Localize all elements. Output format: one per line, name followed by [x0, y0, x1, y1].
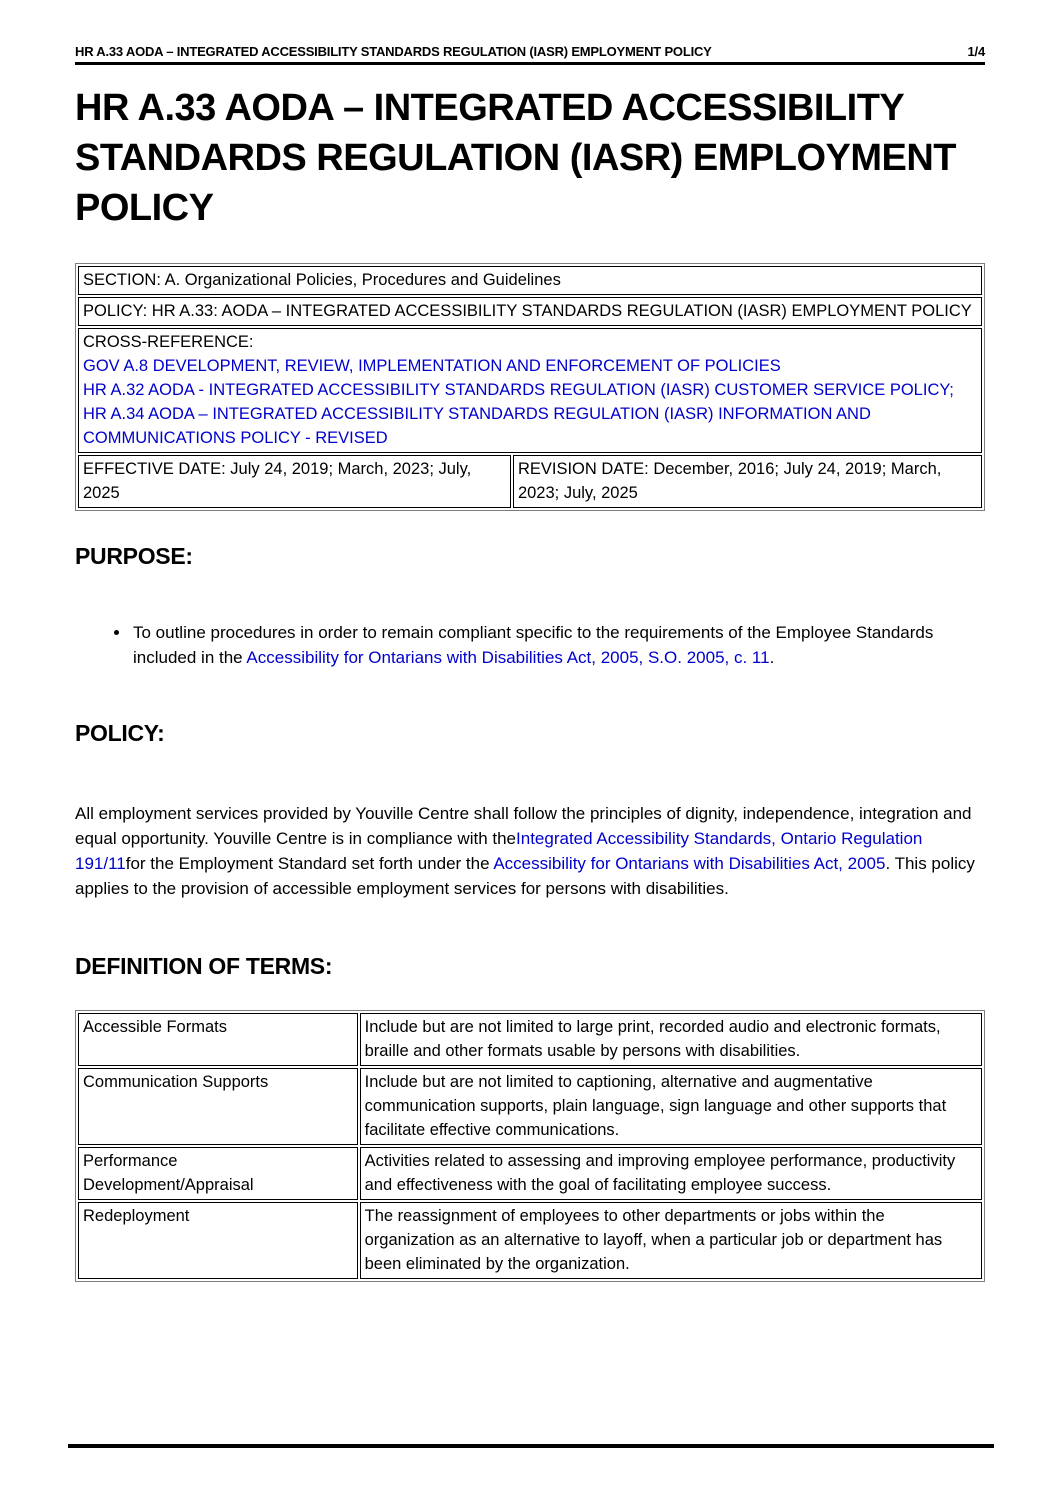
table-row [78, 266, 982, 295]
revision-date-cell: REVISION DATE: December, 2016; July 24, 2019; March, 2023; July, 2025 [513, 455, 982, 508]
table-row [78, 455, 982, 508]
policy-cell: POLICY: HR A.33: AODA – INTEGRATED ACCESSIBILITY STANDARDS REGULATION (IASR) EMPLOYMENT POLICY [78, 297, 982, 326]
term-cell: Redeployment [78, 1202, 358, 1279]
cross-reference-link-wrap [83, 354, 976, 378]
section-cell: SECTION: A. Organizational Policies, Procedures and Guidelines [78, 266, 982, 295]
footer-rule [68, 1444, 994, 1448]
table-row [78, 1013, 982, 1066]
document-title: HR A.33 AODA – INTEGRATED ACCESSIBILITY STANDARDS REGULATION (IASR) EMPLOYMENT POLICY [75, 87, 957, 229]
policy-text-1: All employment services provided by Youville Centre shall follow the principles of dignity, independence, integration and equal opportunity. Youville Centre is in compliance with the [75, 804, 972, 848]
definitions-heading: DEFINITION OF TERMS: [75, 953, 333, 979]
cross-reference-cell [78, 328, 982, 453]
cross-reference-label: CROSS-REFERENCE: [83, 333, 254, 351]
purpose-text-end: . [769, 648, 775, 667]
term-cell: Performance Development/Appraisal [78, 1147, 358, 1200]
cross-reference-link-wrap [83, 402, 976, 450]
definition-cell: Include but are not limited to large print, recorded audio and electronic formats, braille and other formats usable by persons with disabilities. [360, 1013, 982, 1066]
page-number: 1/4 [967, 44, 985, 59]
definition-cell: Activities related to assessing and improving employee performance, productivity and effectiveness with the goal of facilitating employee success. [360, 1147, 982, 1200]
policy-text-2: for the Employment Standard set forth under the [125, 854, 494, 873]
cross-reference-link-gov-a8[interactable]: GOV A.8 DEVELOPMENT, REVIEW, IMPLEMENTATION AND ENFORCEMENT OF POLICIES [83, 357, 781, 375]
policy-info-table [75, 263, 985, 511]
purpose-text: To outline procedures in order to remain compliant specific to the requirements of the Employee Standards included in the [133, 623, 934, 667]
running-header-title: HR A.33 AODA – INTEGRATED ACCESSIBILITY STANDARDS REGULATION (IASR) EMPLOYMENT POLICY [75, 44, 712, 59]
purpose-heading: PURPOSE: [75, 543, 193, 569]
policy-text-3: . This policy applies to the provision of accessible employment services for persons with disabilities. [75, 854, 975, 898]
definitions-table [75, 1010, 985, 1282]
cross-reference-link-wrap [83, 378, 976, 402]
definition-cell: Include but are not limited to captioning, alternative and augmentative communication supports, plain language, sign language and other supports that facilitate effective communications. [360, 1068, 982, 1145]
definition-cell: The reassignment of employees to other departments or jobs within the organization as an alternative to layoff, when a particular job or department has been eliminated by the organization. [360, 1202, 982, 1279]
term-cell: Accessible Formats [78, 1013, 358, 1066]
cross-reference-link-hr-a32[interactable]: HR A.32 AODA - INTEGRATED ACCESSIBILITY STANDARDS REGULATION (IASR) CUSTOMER SERVICE POLICY; [83, 381, 954, 399]
aoda-2005-link[interactable]: Accessibility for Ontarians with Disabilities Act, 2005 [493, 854, 886, 873]
table-row [78, 1147, 982, 1200]
integrated-standards-link[interactable]: Integrated Accessibility Standards, Ontario Regulation 191/11 [75, 829, 923, 873]
effective-date-cell: EFFECTIVE DATE: July 24, 2019; March, 2023; July, 2025 [78, 455, 511, 508]
aoda-act-link[interactable]: Accessibility for Ontarians with Disabilities Act, 2005, S.O. 2005, c. 11 [246, 648, 770, 667]
table-row [78, 1202, 982, 1279]
definitions-table-wrap [75, 1010, 985, 1282]
header-rule [75, 62, 985, 65]
table-row [78, 297, 982, 326]
table-row [78, 328, 982, 453]
purpose-list [75, 620, 985, 670]
term-cell: Communication Supports [78, 1068, 358, 1145]
policy-paragraph [75, 801, 985, 901]
table-row [78, 1068, 982, 1145]
purpose-bullet [131, 620, 985, 670]
running-header [75, 44, 985, 59]
cross-reference-link-hr-a34[interactable]: HR A.34 AODA – INTEGRATED ACCESSIBILITY STANDARDS REGULATION (IASR) INFORMATION AND COMMUNICATIONS POLICY - REVISED [83, 405, 871, 447]
policy-heading: POLICY: [75, 720, 165, 746]
